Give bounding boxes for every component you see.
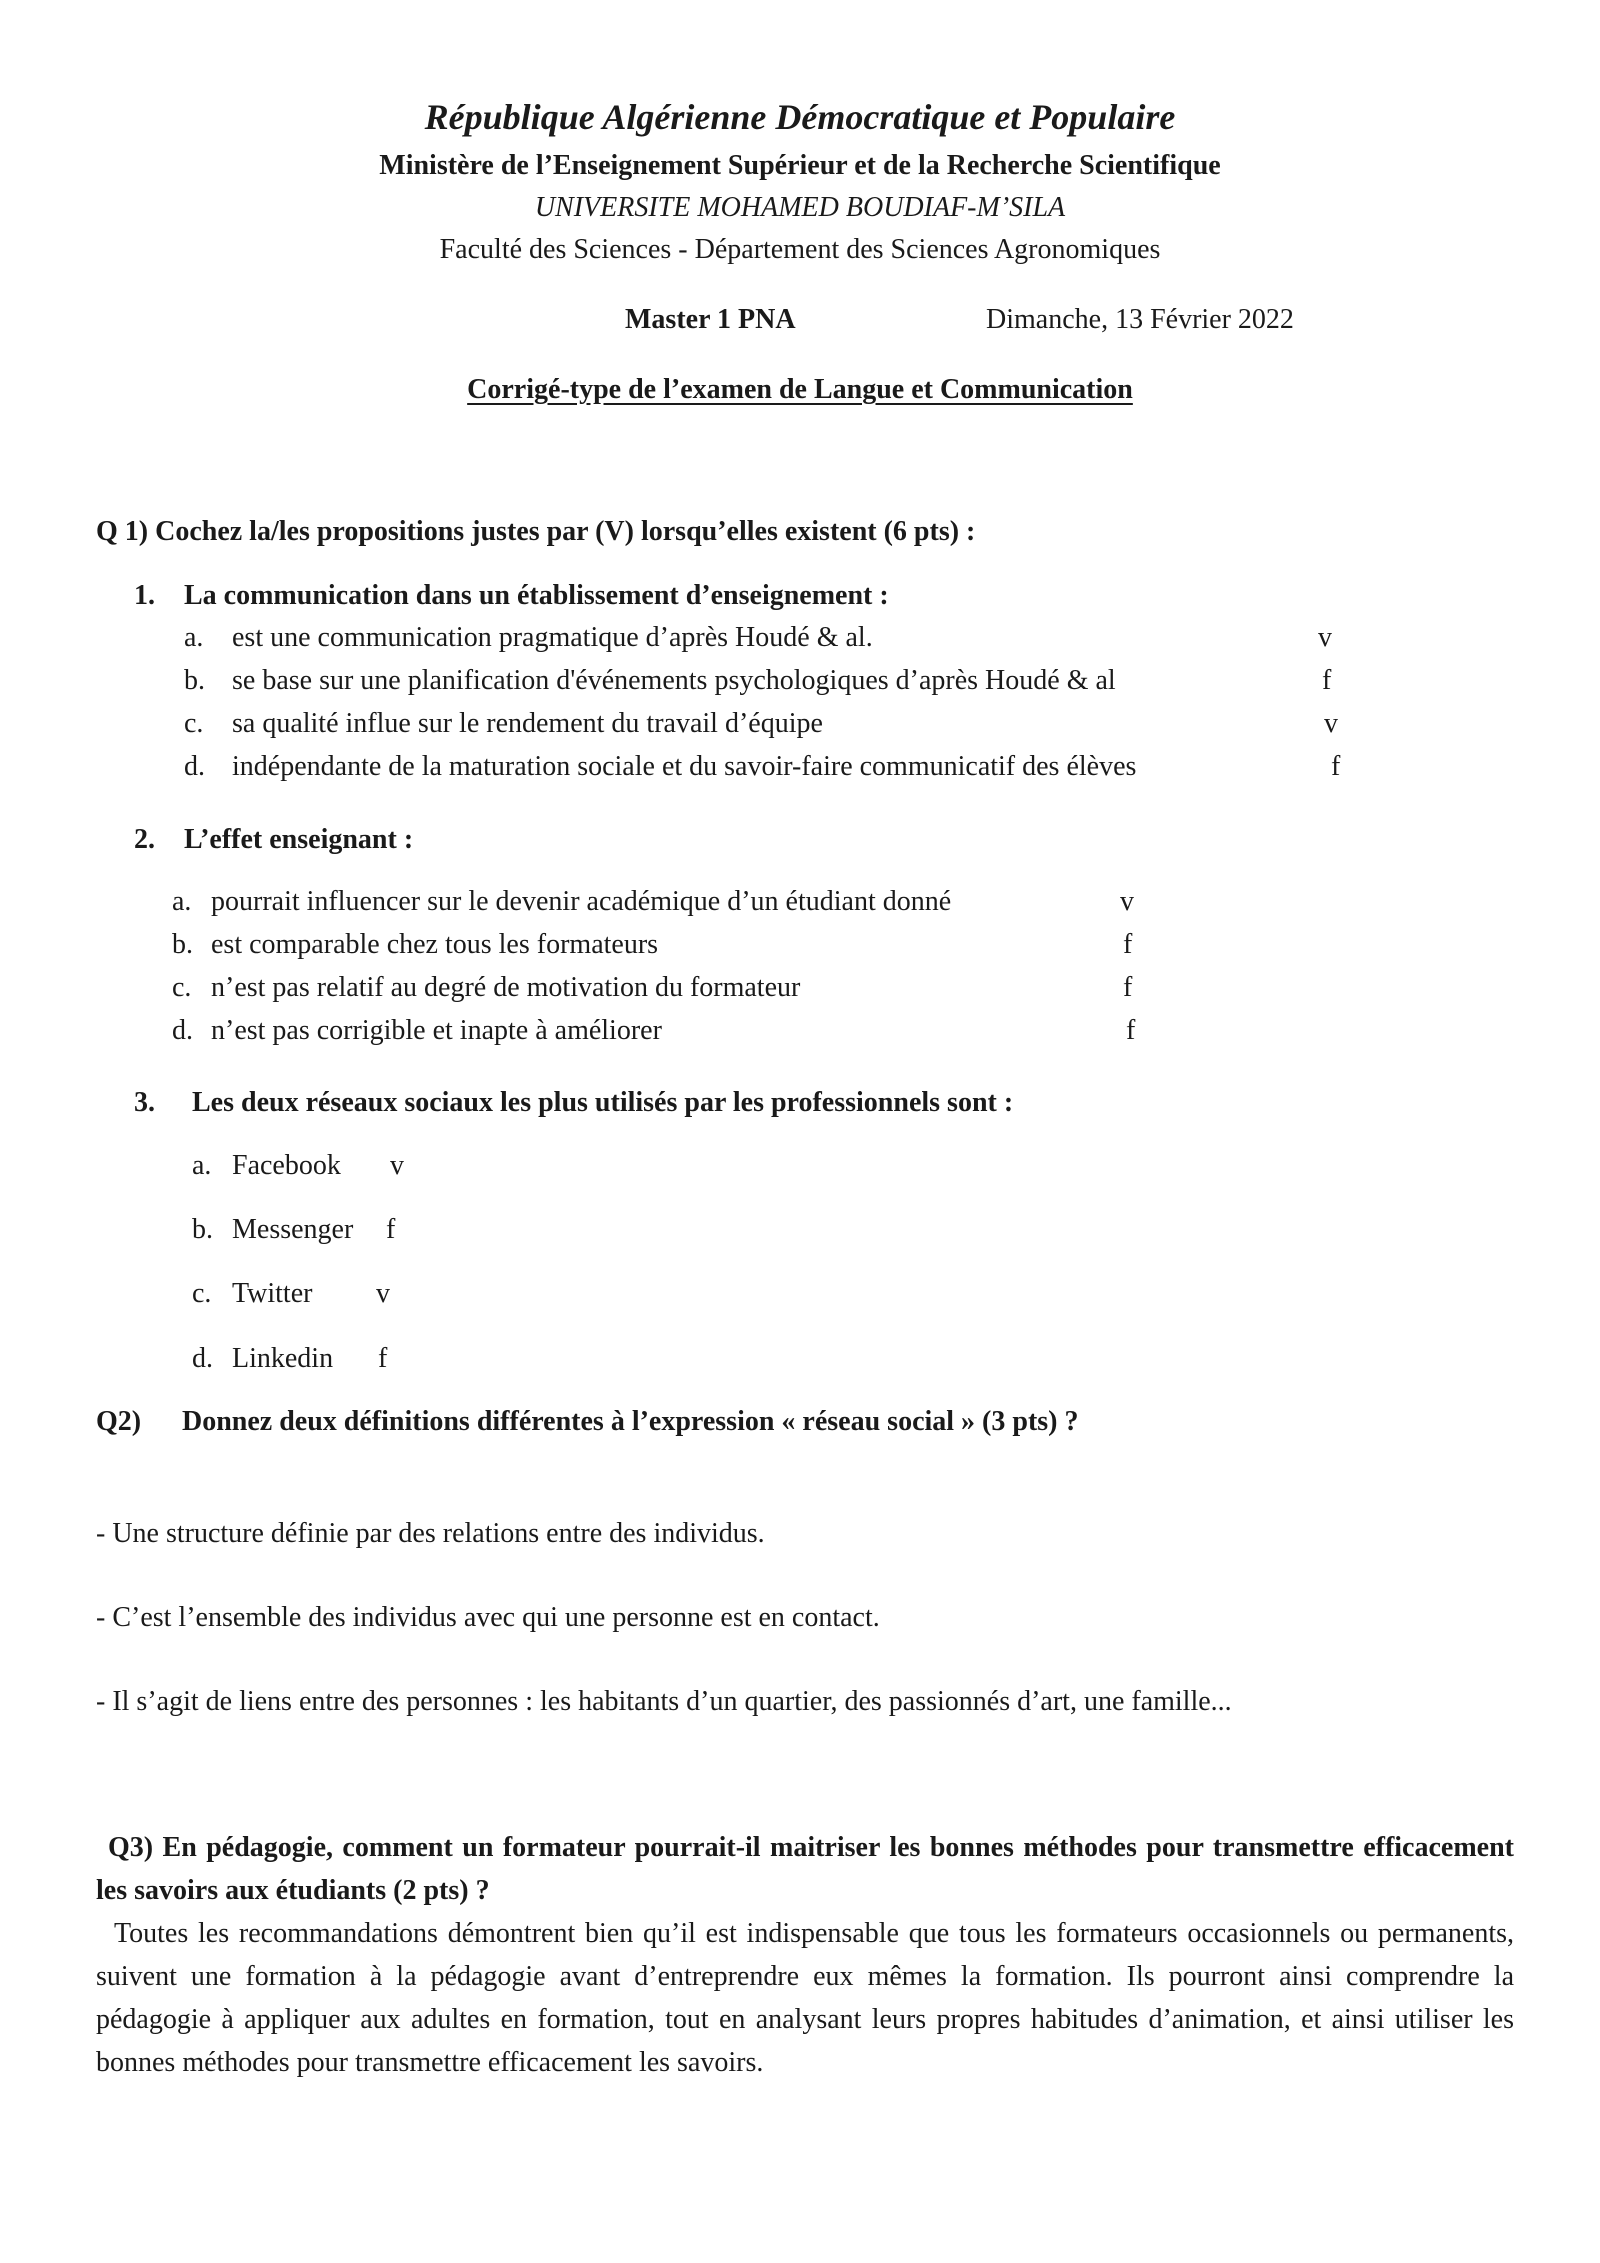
level-label: Master 1 PNA bbox=[625, 304, 796, 335]
item-answer: f bbox=[1126, 1015, 1136, 1046]
item-answer: v bbox=[1120, 886, 1134, 917]
q3-answer: Toutes les recommandations démontrent bien qu’il est indispensable que tous les formateurs occasionnels ou permanents, suivent une formation à la pédagogie avant d’entreprendre eux mêmes la formation. Ils pourront ainsi comprendre la pédagogie à appliquer aux adultes en formation, tout en analysant leurs propres habitudes d’animation, et ainsi utiliser les bonnes méthodes pour transmettre efficacement les savoirs. bbox=[96, 1918, 1514, 2078]
item-letter: a. bbox=[184, 622, 204, 653]
q2-answer: - C’est l’ensemble des individus avec qui une personne est en contact. bbox=[96, 1602, 880, 1633]
item-letter: d. bbox=[192, 1343, 213, 1374]
item-answer: v bbox=[376, 1278, 390, 1309]
item-text: pourrait influencer sur le devenir académique d’un étudiant donné bbox=[211, 886, 952, 917]
item-answer: v bbox=[1324, 708, 1338, 739]
ministry-title: Ministère de l’Enseignement Supérieur et de la Recherche Scientifique bbox=[379, 150, 1221, 181]
q2-number: Q2) bbox=[96, 1406, 142, 1437]
university-title: UNIVERSITE MOHAMED BOUDIAF-M’SILA bbox=[534, 192, 1066, 223]
item-letter: b. bbox=[192, 1214, 213, 1245]
item-text: est une communication pragmatique d’après Houdé & al. bbox=[232, 622, 873, 653]
item-text: Twitter bbox=[232, 1278, 313, 1309]
item-answer: f bbox=[378, 1343, 388, 1374]
q1-section-title: Les deux réseaux sociaux les plus utilisés par les professionnels sont : bbox=[192, 1087, 1014, 1118]
item-text: est comparable chez tous les formateurs bbox=[211, 929, 659, 960]
item-text: Facebook bbox=[232, 1150, 341, 1181]
item-letter: a. bbox=[172, 886, 192, 917]
item-answer: v bbox=[390, 1150, 404, 1181]
item-text: Linkedin bbox=[232, 1343, 334, 1374]
q1-section-title: La communication dans un établissement d’enseignement : bbox=[184, 580, 889, 611]
item-letter: c. bbox=[184, 708, 204, 739]
item-answer: f bbox=[1123, 972, 1133, 1003]
faculty-title: Faculté des Sciences - Département des Sciences Agronomiques bbox=[439, 234, 1161, 265]
q1-section-title: L’effet enseignant : bbox=[184, 824, 414, 855]
item-text: se base sur une planification d'événements psychologiques d’après Houdé & al bbox=[232, 665, 1116, 696]
item-answer: f bbox=[1322, 665, 1332, 696]
exam-date: Dimanche, 13 Février 2022 bbox=[986, 304, 1294, 335]
q2-answer: - Il s’agit de liens entre des personnes : les habitants d’un quartier, des passionnés d’art, une famille... bbox=[96, 1686, 1232, 1717]
item-text: Messenger bbox=[232, 1214, 354, 1245]
item-letter: c. bbox=[172, 972, 192, 1003]
q3-title: Q3) En pédagogie, comment un formateur pourrait-il maitriser les bonnes méthodes pour transmettre efficacement les savoirs aux étudiants (2 pts) ? bbox=[96, 1832, 1514, 1906]
document-title: Corrigé-type de l’examen de Langue et Communication bbox=[467, 374, 1133, 405]
item-text: n’est pas relatif au degré de motivation du formateur bbox=[211, 972, 801, 1003]
item-letter: d. bbox=[172, 1015, 193, 1046]
item-answer: v bbox=[1318, 622, 1332, 653]
item-letter: d. bbox=[184, 751, 205, 782]
item-text: indépendante de la maturation sociale et du savoir-faire communicatif des élèves bbox=[232, 751, 1137, 782]
item-letter: b. bbox=[184, 665, 205, 696]
item-answer: f bbox=[1123, 929, 1133, 960]
item-answer: f bbox=[1331, 751, 1341, 782]
item-answer: f bbox=[386, 1214, 396, 1245]
republic-title: République Algérienne Démocratique et Populaire bbox=[424, 97, 1176, 137]
q1-section-number: 1. bbox=[134, 580, 155, 611]
item-text: n’est pas corrigible et inapte à améliorer bbox=[211, 1015, 662, 1046]
item-text: sa qualité influe sur le rendement du travail d’équipe bbox=[232, 708, 823, 739]
item-letter: c. bbox=[192, 1278, 212, 1309]
q1-section-number: 3. bbox=[134, 1087, 155, 1118]
item-letter: b. bbox=[172, 929, 193, 960]
q2-answer: - Une structure définie par des relations entre des individus. bbox=[96, 1518, 765, 1549]
q1-section-number: 2. bbox=[134, 824, 155, 855]
q2-title: Donnez deux définitions différentes à l’expression « réseau social » (3 pts) ? bbox=[182, 1406, 1079, 1437]
item-letter: a. bbox=[192, 1150, 212, 1181]
q1-title: Q 1) Cochez la/les propositions justes par (V) lorsqu’elles existent (6 pts) : bbox=[96, 516, 976, 547]
